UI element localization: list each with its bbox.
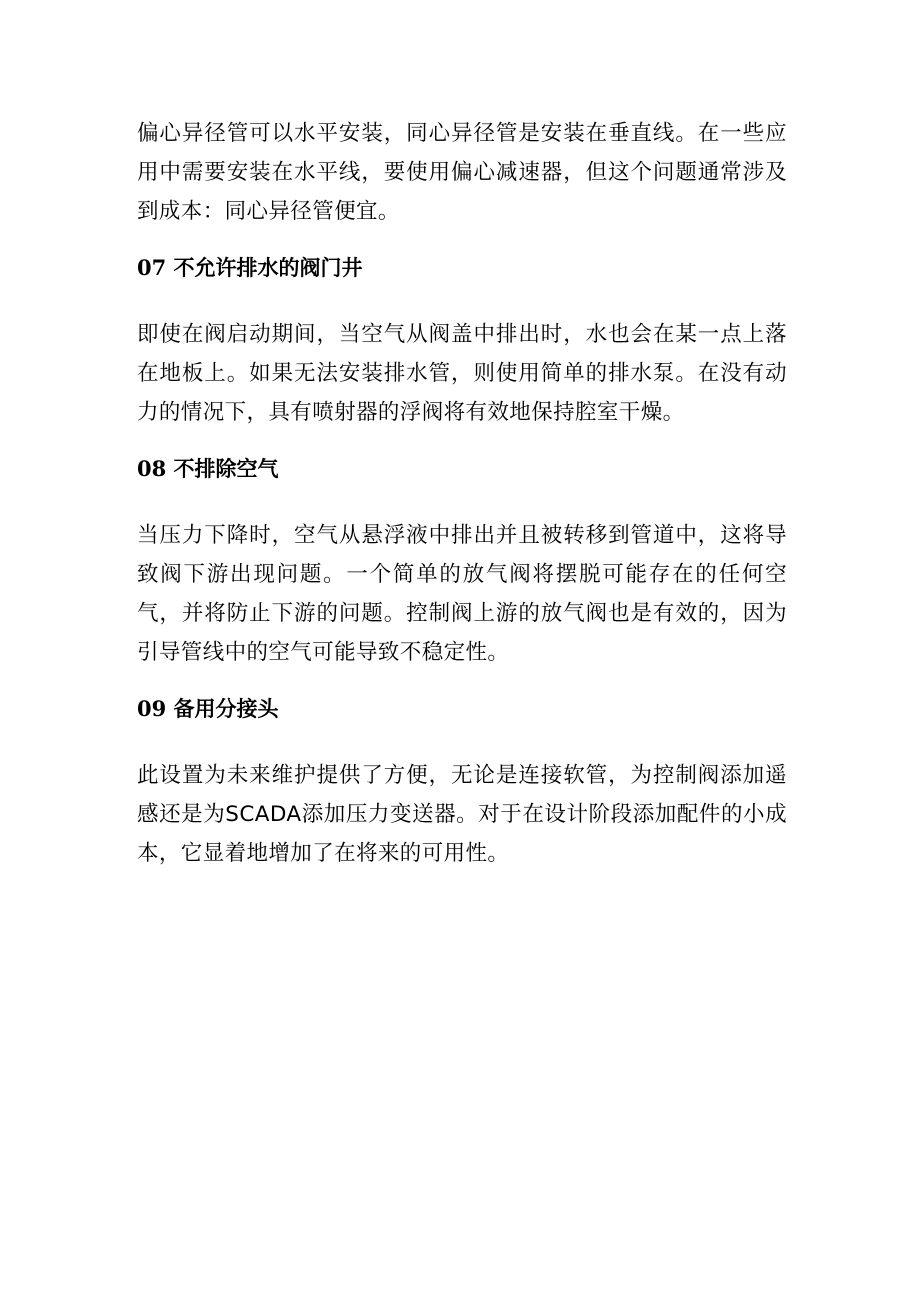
heading-08-air-release: 08 不排除空气: [137, 456, 279, 481]
heading-07-valve-chamber-drainage: 07 不允许排水的阀门井: [137, 255, 363, 280]
document-page: [137, 114, 787, 873]
paragraph-spare-tap: 此设置为未来维护提供了方便，无论是连接软管，为控制阀添加遥感还是为SCADA添加压力变送器。对于在设计阶段添加配件的小成本，它显着地增加了在将来的可用性。: [137, 763, 787, 866]
paragraph-air-release: 当压力下降时，空气从悬浮液中排出并且被转移到管道中，这将导致阀下游出现问题。一个简单的放气阀将摆脱可能存在的任何空气，并将防止下游的问题。控制阀上游的放气阀也是有效的，因为引导管线中的空气可能导致不稳定性。: [137, 523, 787, 665]
paragraph-reducer-installation: 偏心异径管可以水平安装，同心异径管是安装在垂直线。在一些应用中需要安装在水平线，要使用偏心减速器，但这个问题通常涉及到成本：同心异径管便宜。: [137, 121, 787, 224]
paragraph-drainage: 即使在阀启动期间，当空气从阀盖中排出时，水也会在某一点上落在地板上。如果无法安装排水管，则使用简单的排水泵。在没有动力的情况下，具有喷射器的浮阀将有效地保持腔室干燥。: [137, 322, 787, 425]
heading-09-spare-tap: 09 备用分接头: [137, 696, 279, 721]
